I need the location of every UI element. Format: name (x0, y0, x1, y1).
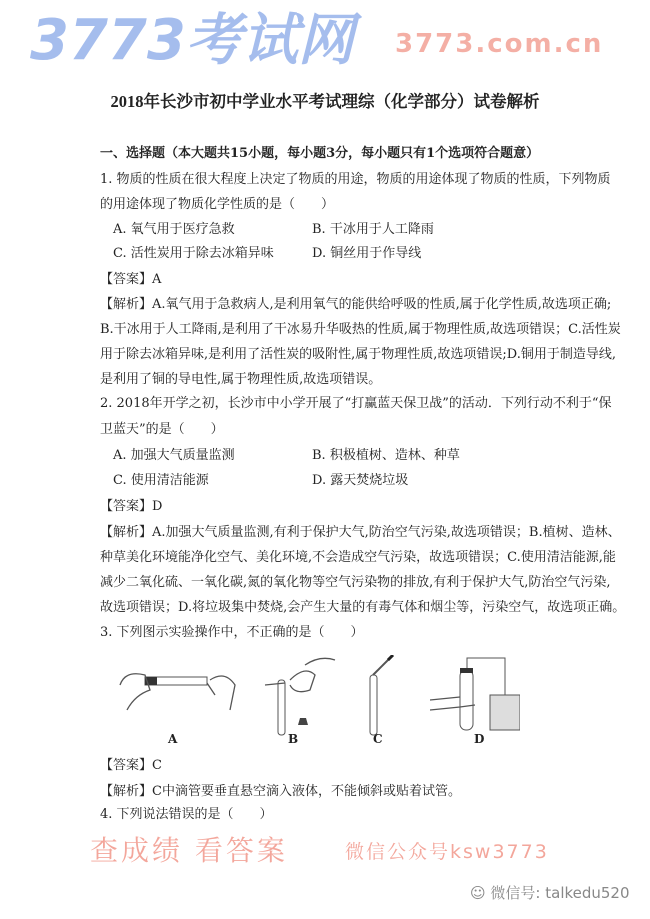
q3-stem: 3. 下列图示实验操作中，不正确的是（ ） (100, 625, 364, 640)
watermark-wechat: 微信公众号ksw3773 (345, 841, 549, 863)
q1-stem-1: 1. 物质的性质在很大程度上决定了物质的用途，物质的用途体现了物质的性质，下列物质 (100, 172, 611, 187)
q2-option-a: A. 加强大气质量监测 (113, 448, 235, 463)
q1-option-c: C. 活性炭用于除去冰箱异味 (113, 246, 274, 261)
figure-c-dropper (360, 655, 400, 740)
footer-wechat-id: 微信号: talkedu520 (490, 884, 630, 902)
q1-option-a: A. 氧气用于医疗急救 (113, 222, 235, 237)
figure-label-c: C (373, 732, 383, 746)
q1-analysis-3: 用于除去冰箱异味,是利用了活性炭的吸附性,属于物理性质,故选项错误;D.铜用于制造导线, (100, 347, 617, 362)
section-heading: 一、选择题（本大题共15小题，每小题3分，每小题只有1个选项符合题意） (100, 146, 540, 161)
figure-a-test-tube-hands (115, 655, 240, 740)
q4-stem: 4. 下列说法错误的是（ ） (100, 807, 273, 822)
q1-analysis-2: B.干冰用于人工降雨,是利用了干冰易升华吸热的性质,属于物理性质,故选项错误；C.活性炭 (100, 322, 621, 337)
page-title: 2018年长沙市初中学业水平考试理综（化学部分）试卷解析 (110, 92, 540, 111)
figure-label-a: A (168, 732, 178, 746)
q2-option-d: D. 露天焚烧垃圾 (312, 473, 409, 488)
watermark-domain: 3773.com.cn (395, 29, 604, 59)
figure-label-d: D (474, 732, 485, 746)
q1-option-b: B. 干冰用于人工降雨 (312, 222, 434, 237)
q1-answer: 【答案】A (100, 272, 162, 287)
figure-d-airtightness-check (430, 655, 520, 740)
q2-analysis-3: 减少二氧化硫、一氧化碳,氮的氧化物等空气污染物的排放,有利于保护大气,防治空气污染, (100, 575, 611, 590)
q2-stem-2: 卫蓝天”的是（ ） (100, 422, 224, 437)
wechat-icon: ☺ (470, 884, 486, 902)
watermark-slogan: 查成绩 看答案 (90, 834, 288, 867)
q2-analysis-4: 故选项错误；D.将垃圾集中焚烧,会产生大量的有毒气体和烟尘等，污染空气，故选项正确。 (100, 600, 626, 615)
q3-answer: 【答案】C (100, 758, 162, 773)
q1-analysis-4: 是利用了铜的导电性,属于物理性质,故选项错误。 (100, 372, 382, 387)
q2-answer: 【答案】D (100, 499, 163, 514)
footer-wechat (470, 884, 630, 902)
q2-analysis-2: 种草美化环境能净化空气、美化环境,不会造成空气污染，故选项错误；C.使用清洁能源,能 (100, 550, 616, 565)
q2-option-b: B. 积极植树、造林、种草 (312, 448, 460, 463)
q2-analysis-1: 【解析】A.加强大气质量监测,有利于保护大气,防治空气污染,故选项错误；B.植树、造林、 (100, 525, 621, 540)
watermark-logo: 3773考试网 (30, 8, 354, 73)
figure-b-pouring (260, 655, 350, 740)
q2-option-c: C. 使用清洁能源 (113, 473, 209, 488)
q2-stem-1: 2. 2018年开学之初，长沙市中小学开展了“打赢蓝天保卫战”的活动．下列行动不利于“保 (100, 396, 612, 411)
q1-analysis-1: 【解析】A.氧气用于急救病人,是利用氧气的能供给呼吸的性质,属于化学性质,故选项正确; (100, 297, 612, 312)
q3-analysis: 【解析】C中滴管要垂直悬空滴入液体，不能倾斜或贴着试管。 (100, 784, 461, 799)
q1-stem-2: 的用途体现了物质化学性质的是（ ） (100, 197, 335, 212)
q1-option-d: D. 铜丝用于作导线 (312, 246, 422, 261)
figure-label-b: B (288, 732, 299, 746)
